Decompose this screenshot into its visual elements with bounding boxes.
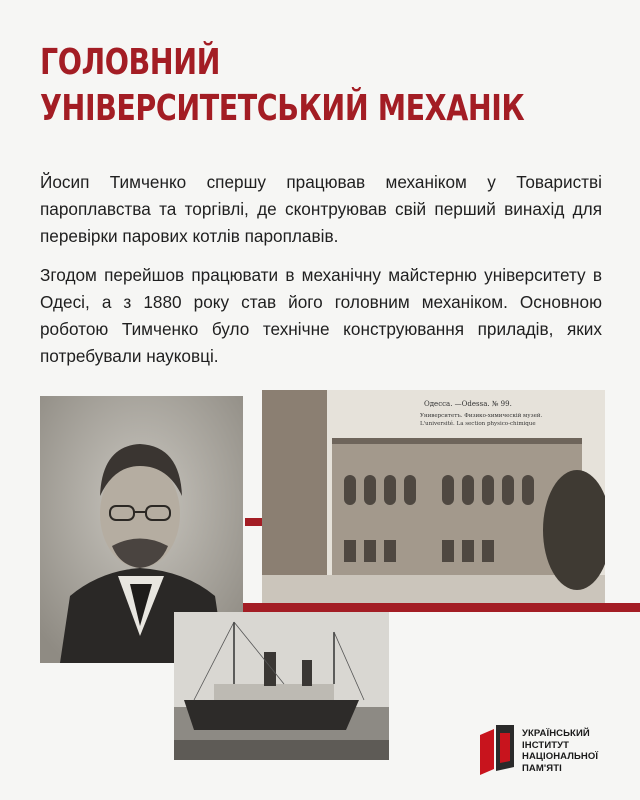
title-line-1: ГОЛОВНИЙ: [40, 42, 221, 83]
uinp-logo-text: [522, 728, 598, 774]
paragraph-2: Згодом перейшов працювати в механічну майстерню університету в Одесі, а з 1880 року став його головним механіком. Основною роботою Тимченко було технічне конструювання приладів, яких потребували науковці.: [40, 265, 602, 366]
steamship-photo: [174, 612, 389, 760]
paragraph-1: Йосип Тимченко спершу працював механіком у Товаристві пароплавства та торгівлі, де сконтруював свій перший винахід для перевірки парових котлів пароплавів.: [40, 172, 602, 246]
university-postcard: [262, 390, 605, 603]
uinp-logo-icon: [480, 725, 514, 775]
title-line-2: УНІВЕРСИТЕТСЬКИЙ МЕХАНІК: [40, 88, 525, 129]
accent-bar-bottom: [232, 603, 640, 612]
postcard-caption-2: Университетъ. Физико-химическій музей.: [420, 413, 543, 419]
logo-line-1: УКРАЇНСЬКИЙ: [522, 728, 590, 739]
postcard-caption-1: Одесса. —Odessa. № 99.: [424, 400, 512, 408]
logo-line-2: ІНСТИТУТ: [522, 739, 570, 751]
page-title: [40, 40, 524, 132]
logo-line-4: ПАМ'ЯТІ: [522, 762, 562, 774]
logo-line-3: НАЦІОНАЛЬНОЇ: [522, 751, 599, 762]
postcard-caption-3: L'université. La section physico-chimique: [420, 421, 536, 427]
accent-bar-top: [245, 518, 263, 526]
